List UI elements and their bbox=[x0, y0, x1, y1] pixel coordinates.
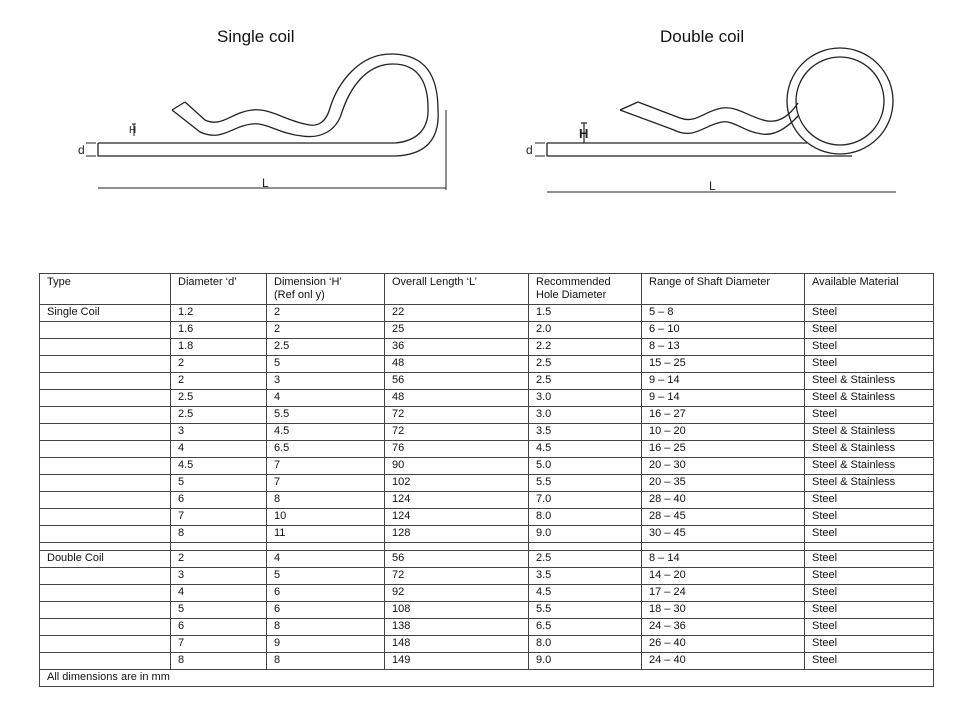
header-overall-length: Overall Length ‘L’ bbox=[385, 274, 529, 305]
double-coil-leg bbox=[547, 143, 852, 156]
table-row: 5 7 102 5.5 20 – 35 Steel & Stainless bbox=[40, 475, 934, 492]
double-coil-h-label: H bbox=[579, 126, 589, 141]
dimensions-footnote: All dimensions are in mm bbox=[40, 670, 934, 687]
single-coil-d-label: d bbox=[78, 143, 85, 157]
table-row: 8 8 149 9.0 24 – 40 Steel bbox=[40, 653, 934, 670]
table-row: 7 9 148 8.0 26 – 40 Steel bbox=[40, 636, 934, 653]
table-row: 2.5 5.5 72 3.0 16 – 27 Steel bbox=[40, 407, 934, 424]
table-row: 6 8 124 7.0 28 – 40 Steel bbox=[40, 492, 934, 509]
double-coil-l-label: L bbox=[709, 179, 716, 193]
table-row: 1.8 2.5 36 2.2 8 – 13 Steel bbox=[40, 339, 934, 356]
table-row: 1.6 2 25 2.0 6 – 10 Steel bbox=[40, 322, 934, 339]
header-diameter: Diameter ‘d’ bbox=[171, 274, 267, 305]
table-row: 4.5 7 90 5.0 20 – 30 Steel & Stainless bbox=[40, 458, 934, 475]
table-row: 3 5 72 3.5 14 – 20 Steel bbox=[40, 568, 934, 585]
double-coil-diagram bbox=[480, 0, 960, 210]
double-coil-drawing bbox=[480, 0, 960, 210]
table-footnote-row bbox=[40, 670, 934, 687]
table-row: 2 3 56 2.5 9 – 14 Steel & Stainless bbox=[40, 373, 934, 390]
table-row: 2.5 4 48 3.0 9 – 14 Steel & Stainless bbox=[40, 390, 934, 407]
double-coil-title: Double coil bbox=[660, 27, 745, 46]
table-row: 4 6.5 76 4.5 16 – 25 Steel & Stainless bbox=[40, 441, 934, 458]
table-row: 4 6 92 4.5 17 – 24 Steel bbox=[40, 585, 934, 602]
single-coil-title: Single coil bbox=[217, 27, 295, 46]
double-coil-wave bbox=[638, 102, 798, 121]
single-coil-h-label: H bbox=[129, 125, 137, 136]
table-header-row bbox=[40, 274, 934, 305]
table-row: Double Coil 2 4 56 2.5 8 – 14 Steel bbox=[40, 551, 934, 568]
double-coil-inner-ring bbox=[796, 57, 884, 145]
single-coil-rows bbox=[40, 305, 934, 551]
single-coil-drawing bbox=[0, 0, 480, 210]
single-coil-loop bbox=[305, 54, 438, 125]
header-hole-diameter: Recommended Hole Diameter bbox=[529, 274, 642, 305]
table-row: 6 8 138 6.5 24 – 36 Steel bbox=[40, 619, 934, 636]
table-spacer-row bbox=[40, 543, 934, 551]
table-row: 8 11 128 9.0 30 – 45 Steel bbox=[40, 526, 934, 543]
single-coil-wave bbox=[185, 102, 305, 124]
double-coil-outer-ring bbox=[787, 48, 893, 154]
single-coil-leg bbox=[98, 110, 438, 156]
double-coil-rows bbox=[40, 551, 934, 670]
single-coil-diagram bbox=[0, 0, 480, 210]
table-row: 3 4.5 72 3.5 10 – 20 Steel & Stainless bbox=[40, 424, 934, 441]
double-coil-d-label: d bbox=[526, 143, 533, 157]
header-shaft-range: Range of Shaft Diameter bbox=[642, 274, 805, 305]
table-row: 2 5 48 2.5 15 – 25 Steel bbox=[40, 356, 934, 373]
table-row: 7 10 124 8.0 28 – 45 Steel bbox=[40, 509, 934, 526]
header-dimension-h: Dimension ‘H’ (Ref onl y) bbox=[267, 274, 385, 305]
table-row: Single Coil 1.2 2 22 1.5 5 – 8 Steel bbox=[40, 305, 934, 322]
header-material: Available Material bbox=[805, 274, 934, 305]
specification-table bbox=[39, 273, 934, 687]
single-coil-l-label: L bbox=[262, 176, 269, 190]
header-type: Type bbox=[40, 274, 171, 305]
table-row: 5 6 108 5.5 18 – 30 Steel bbox=[40, 602, 934, 619]
